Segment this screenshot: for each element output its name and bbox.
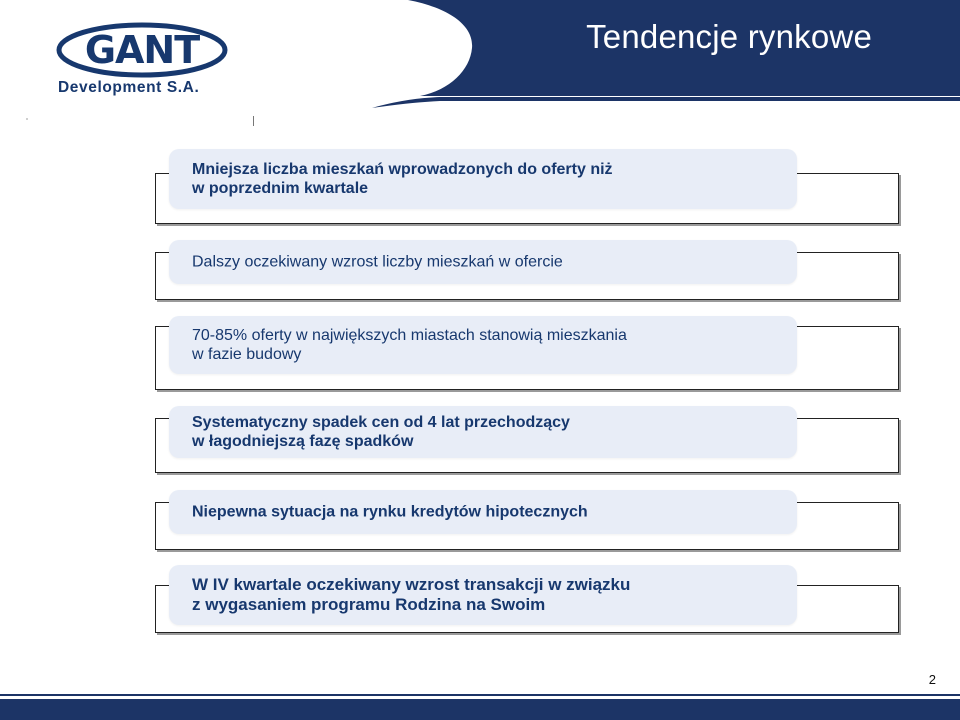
list-item-box [169,316,797,374]
list-item [155,565,899,633]
list-item-box [169,565,797,625]
list-item [155,406,899,473]
list-item-text: Systematyczny spadek cen od 4 lat przechodzący w łagodniejszą fazę spadków [192,414,570,450]
slide-title: Tendencje rynkowe [586,18,872,55]
list-item-text: W IV kwartale oczekiwany wzrost transakcji w związku z wygasaniem programu Rodzina na Swoim [192,575,631,614]
list-item-box [169,406,797,458]
logo-subtitle: Development S.A. [58,79,200,96]
list-item [155,149,899,224]
list-item-box [169,149,797,209]
page-number: 2 [928,672,936,687]
list-item-box [169,490,797,534]
list-item-text: Niepewna sytuacja na rynku kredytów hipotecznych [192,503,588,521]
logo-wordmark: GANT [84,28,200,72]
list-item-box [169,240,797,284]
list-item-text: 70-85% oferty w największych miastach stanowią mieszkania w fazie budowy [192,327,627,363]
list-item [155,316,899,390]
list-item-text: Dalszy oczekiwany wzrost liczby mieszkań w ofercie [192,253,563,271]
list-item [155,490,899,550]
list-item [155,240,899,300]
footer-band [0,699,960,720]
list-item-text: Mniejsza liczba mieszkań wprowadzonych do oferty niż w poprzednim kwartale [192,161,613,197]
footer-line [0,694,960,696]
